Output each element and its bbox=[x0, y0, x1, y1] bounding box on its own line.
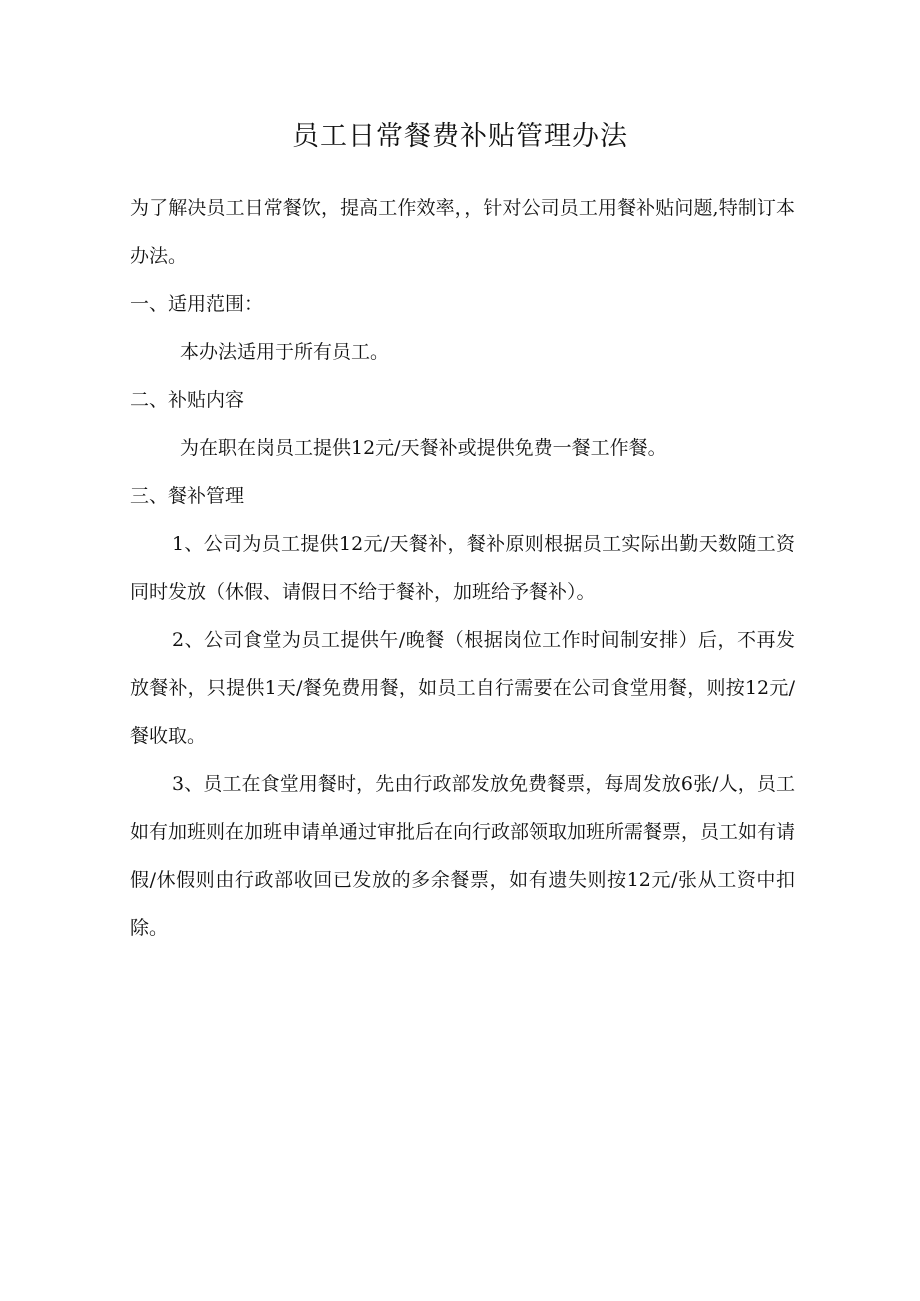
subsidy-content-paragraph: 为在职在岗员工提供12元/天餐补或提供免费一餐工作餐。 bbox=[180, 437, 667, 459]
document-title: 员工日常餐费补贴管理办法 bbox=[292, 121, 628, 152]
scope-paragraph: 本办法适用于所有员工。 bbox=[180, 341, 390, 363]
management-item-1: 1、公司为员工提供12元/天餐补，餐补原则根据员工实际出勤天数随工资同时发放（休假、请假日不给于餐补，加班给予餐补）。 bbox=[130, 533, 795, 603]
intro-paragraph: 为了解决员工日常餐饮，提高工作效率，，针对公司员工用餐补贴问题,特制订本办法。 bbox=[130, 197, 795, 267]
section-heading-subsidy-management: 三、餐补管理 bbox=[130, 485, 245, 507]
management-item-2: 2、公司食堂为员工提供午/晚餐（根据岗位工作时间制安排）后，不再发放餐补，只提供1天/餐免费用餐，如员工自行需要在公司食堂用餐，则按12元/餐收取。 bbox=[130, 629, 795, 747]
section-heading-subsidy-content: 二、补贴内容 bbox=[130, 389, 245, 411]
management-item-3: 3、员工在食堂用餐时，先由行政部发放免费餐票，每周发放6张/人，员工如有加班则在加班申请单通过审批后在向行政部领取加班所需餐票，员工如有请假/休假则由行政部收回已发放的多余餐票，如有遗失则按12元/张从工资中扣除。 bbox=[130, 773, 796, 939]
document-body bbox=[130, 184, 795, 952]
section-heading-scope: 一、适用范围： bbox=[130, 293, 264, 315]
